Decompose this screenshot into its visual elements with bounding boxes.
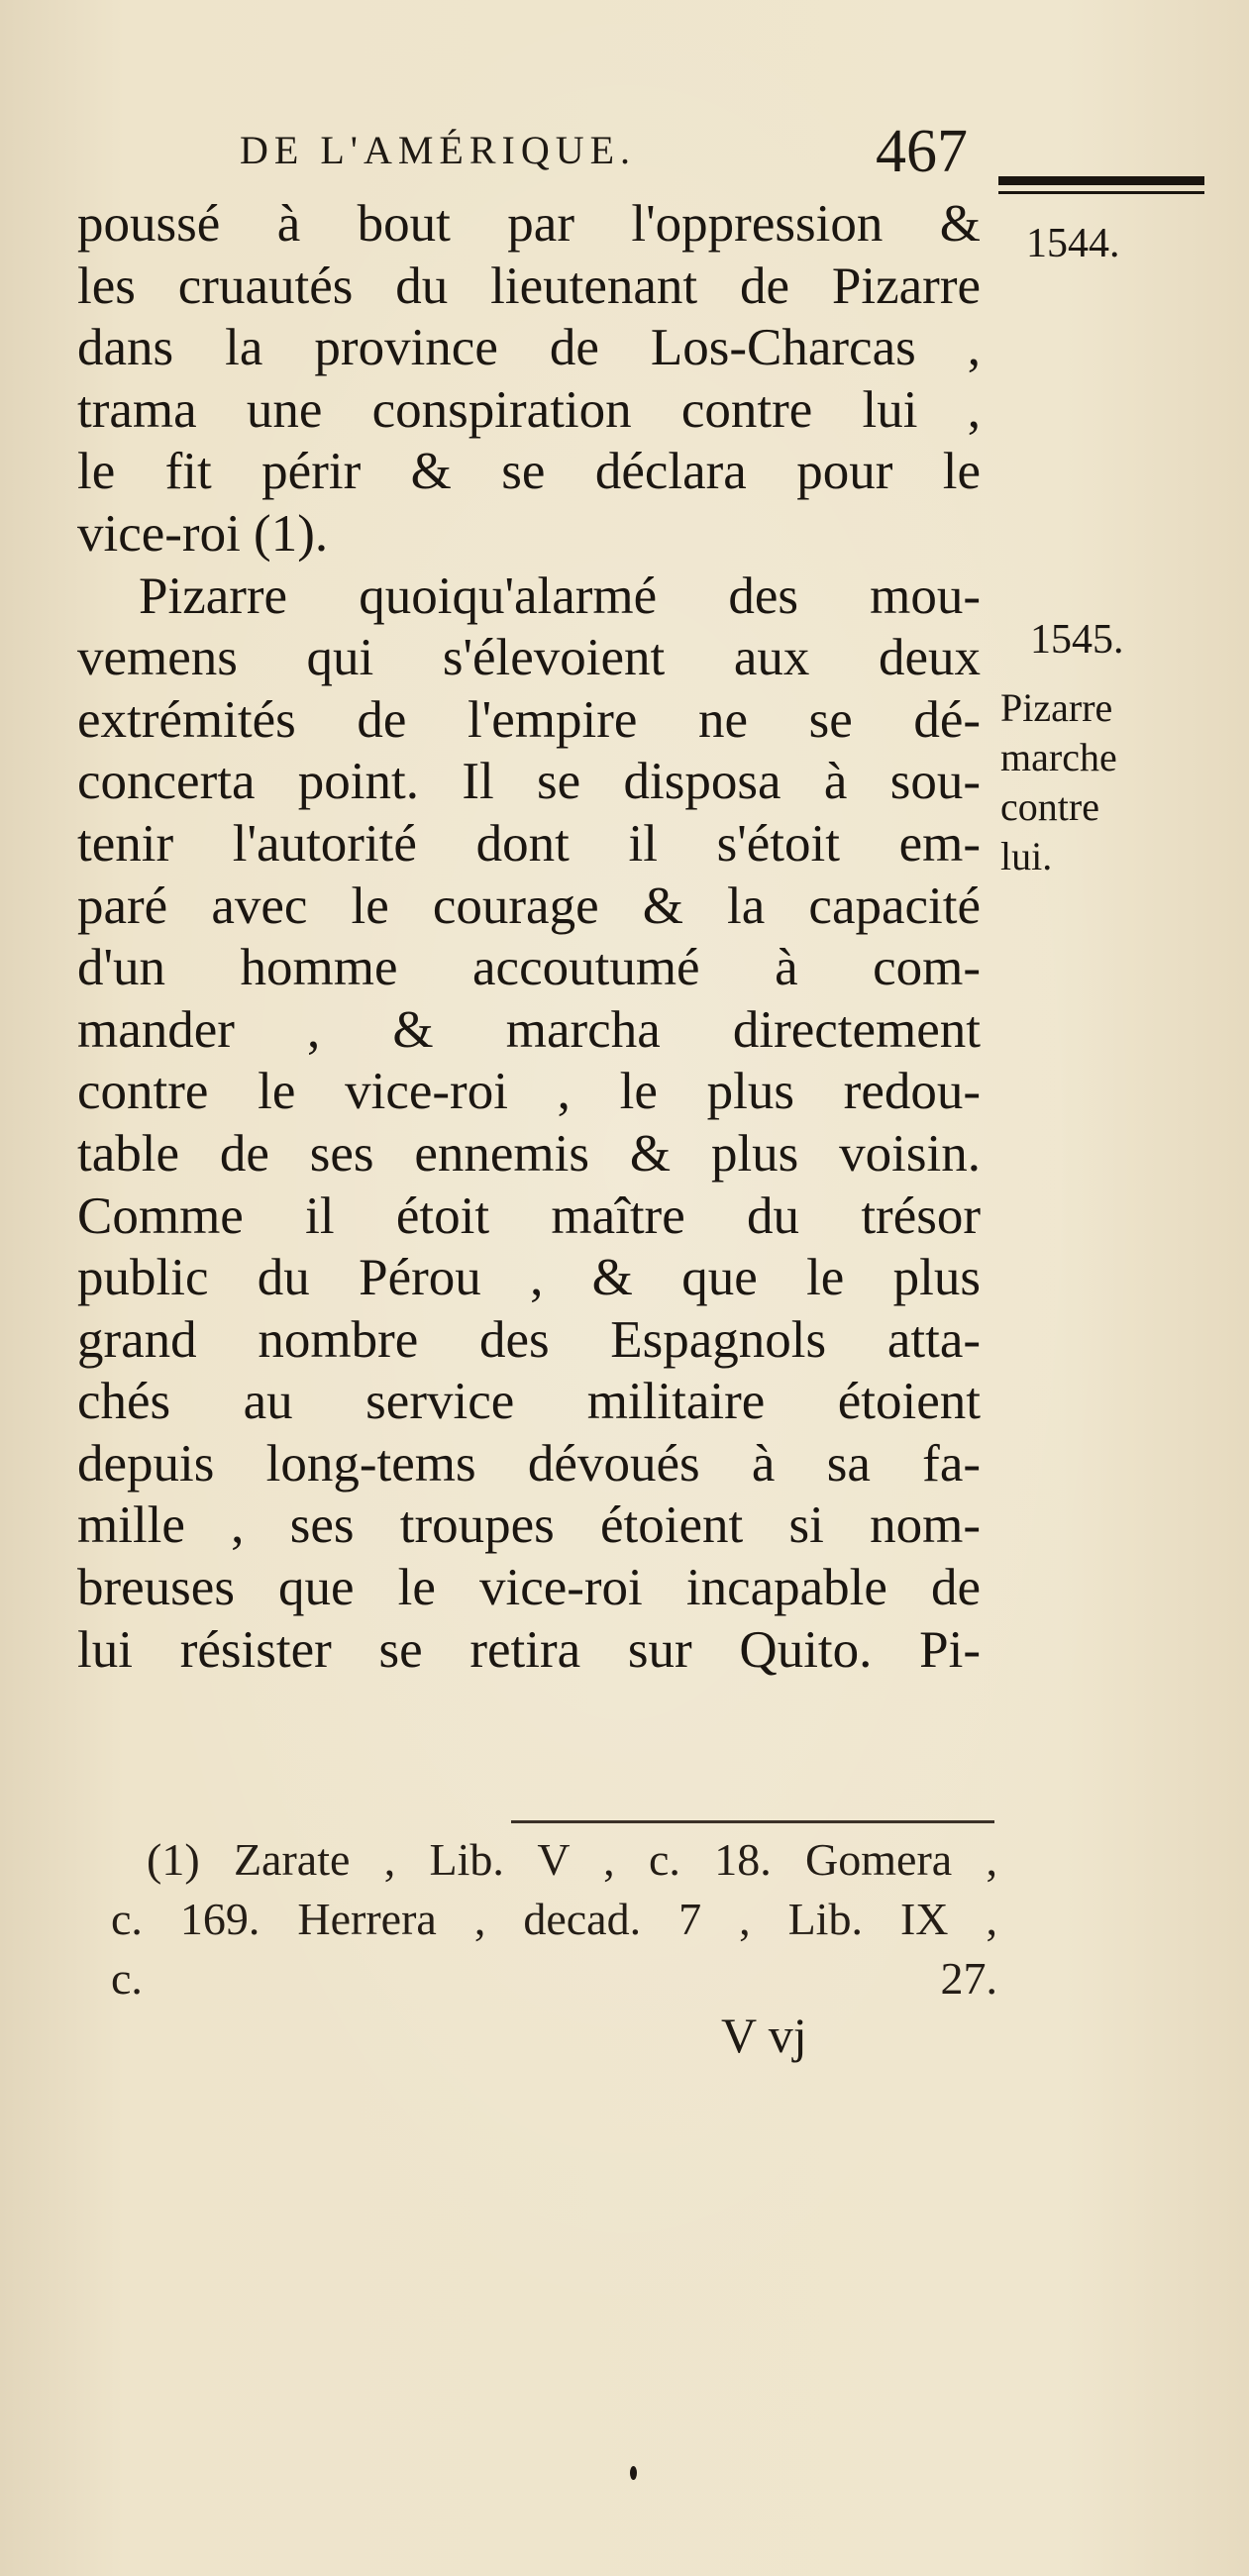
- body-line: Comme il étoit maître du trésor: [77, 1186, 981, 1245]
- body-line: concerta point. Il se disposa à sou-: [77, 753, 981, 811]
- body-line: contre le vice-roi , le plus redou-: [77, 1063, 981, 1121]
- body-line: le fit périr & se déclara pour le: [77, 443, 981, 501]
- body-line: dans la province de Los-Charcas ,: [77, 319, 981, 377]
- margin-note-line: Pizarre: [1000, 685, 1113, 730]
- body-line: table de ses ennemis & plus voisin.: [77, 1124, 981, 1183]
- body-line: grand nombre des Espagnols atta-: [77, 1310, 981, 1369]
- header-rule: [998, 176, 1204, 194]
- body-line: poussé à bout par l'oppression &: [77, 195, 981, 253]
- body-line: extrémités de l'empire ne se dé-: [77, 690, 981, 749]
- body-line: trama une conspiration contre lui ,: [77, 380, 981, 439]
- body-line: paré avec le courage & la capacité: [77, 876, 981, 935]
- margin-note-line: lui.: [1000, 834, 1053, 878]
- body-line: chés au service militaire étoient: [77, 1373, 981, 1431]
- body-line: les cruautés du lieutenant de Pizarre: [77, 257, 981, 315]
- margin-year-1545: 1545.: [1030, 617, 1124, 663]
- body-line: depuis long-tems dévoués à sa fa-: [77, 1434, 981, 1493]
- body-line: tenir l'autorité dont il s'étoit em-: [77, 814, 981, 873]
- margin-note-line: contre: [1000, 784, 1099, 829]
- footnote-line: c. 169. Herrera , decad. 7 , Lib. IX ,: [111, 1894, 997, 1944]
- footnote-line: c. 27.: [111, 1953, 997, 2004]
- body-line: mille , ses troupes étoient si nom-: [77, 1496, 981, 1555]
- footnote: [111, 1830, 997, 2009]
- body-text: [77, 193, 981, 1681]
- signature-mark: V vj: [721, 2008, 807, 2063]
- margin-note-line: marche: [1000, 735, 1117, 779]
- body-line: vice-roi (1).: [77, 504, 329, 563]
- body-line: public du Pérou , & que le plus: [77, 1249, 981, 1307]
- body-line: Pizarre quoiqu'alarmé des mou-: [139, 567, 981, 625]
- body-line: vemens qui s'élevoient aux deux: [77, 629, 981, 687]
- margin-note-pizarre: [1000, 683, 1117, 881]
- body-line: breuses que le vice-roi incapable de: [77, 1559, 981, 1617]
- body-line: lui résister se retira sur Quito. Pi-: [77, 1620, 981, 1679]
- running-title: DE L'AMÉRIQUE.: [240, 128, 637, 172]
- body-line: mander , & marcha directement: [77, 1000, 981, 1059]
- ink-speck: [630, 2466, 637, 2480]
- footnote-line: (1) Zarate , Lib. V , c. 18. Gomera ,: [147, 1834, 997, 1885]
- body-line: d'un homme accoutumé à com-: [77, 939, 981, 997]
- page-number: 467: [876, 118, 968, 185]
- footnote-rule: [511, 1820, 994, 1823]
- margin-year-1544: 1544.: [1026, 221, 1120, 266]
